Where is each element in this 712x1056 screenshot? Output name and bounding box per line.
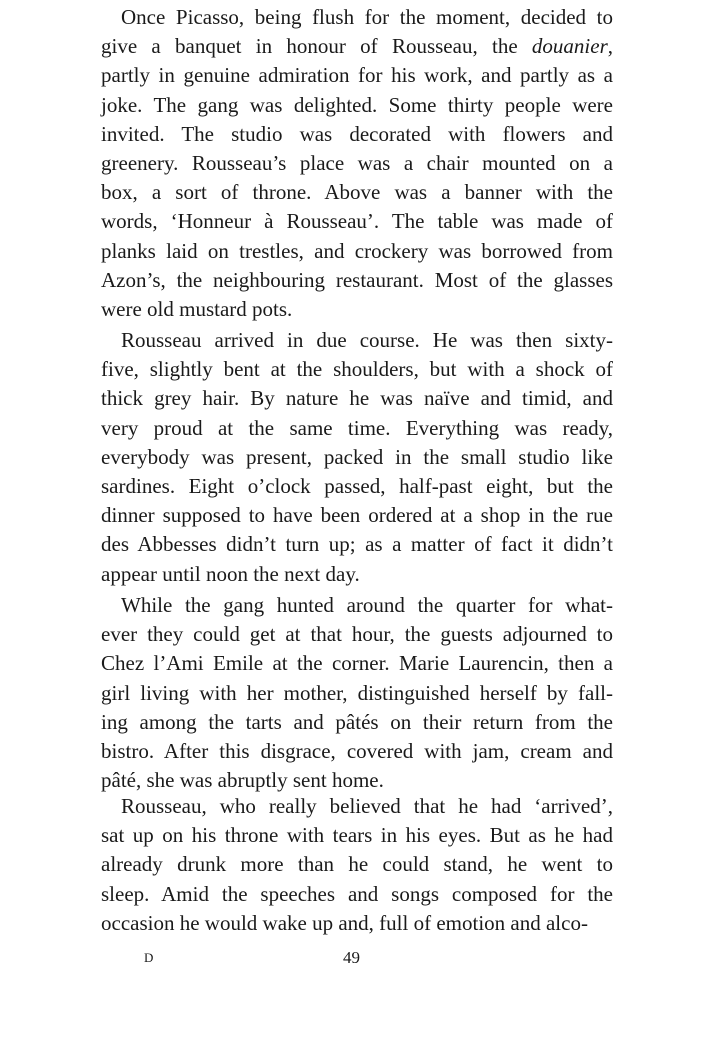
text-line: sardines. Eight o’clock passed, half-past eight, but the [101, 474, 613, 499]
text-line: des Abbesses didn’t turn up; as a matter of fact it didn’t [101, 532, 613, 557]
text-line: appear until noon the next day. [101, 561, 360, 586]
text-line: give a banquet in honour of Rousseau, the douanier, [101, 34, 613, 59]
text-line: Azon’s, the neighbouring restaurant. Most of the glasses [101, 267, 613, 292]
text-line: planks laid on trestles, and crockery was borrowed from [101, 238, 613, 263]
text-line: girl living with her mother, distinguished herself by fall- [101, 680, 613, 705]
text-line: Rousseau, who really believed that he had ‘arrived’, [121, 794, 613, 818]
text-line: Rousseau arrived in due course. He was then sixty- [121, 328, 613, 352]
text-line: joke. The gang was delighted. Some thirty people were [101, 92, 613, 117]
text-line: pâté, she was abruptly sent home. [101, 768, 384, 793]
signature-mark: D [144, 950, 154, 965]
text-line: Once Picasso, being flush for the moment, decided to [121, 5, 613, 29]
text-line: sleep. Amid the speeches and songs composed for the [101, 881, 613, 906]
text-line: occasion he would wake up and, full of emotion and alco- [101, 910, 588, 935]
text-line: bistro. After this disgrace, covered with jam, cream and [101, 739, 613, 764]
text-line: ever they could get at that hour, the guests adjourned to [101, 622, 613, 647]
text-line: greenery. Rousseau’s place was a chair mounted on a [101, 151, 613, 176]
text-line: very proud at the same time. Everything was ready, [101, 415, 613, 440]
text-line: Chez l’Ami Emile at the corner. Marie Laurencin, then a [101, 651, 613, 676]
text-line: sat up on his throne with tears in his eyes. But as he had [101, 823, 613, 848]
paragraph-3 [101, 591, 613, 795]
text-line: ing among the tarts and pâtés on their return from the [101, 709, 613, 734]
text-line: words, ‘Honneur à Rousseau’. The table was made of [101, 209, 613, 234]
text-line: dinner supposed to have been ordered at a shop in the rue [101, 503, 613, 528]
text-line: partly in genuine admiration for his work, and partly as a [101, 63, 613, 88]
text-line: already drunk more than he could stand, he went to [101, 852, 613, 877]
paragraph-2 [101, 326, 613, 589]
text-line: five, slightly bent at the shoulders, but with a shock of [101, 357, 613, 382]
text-line: While the gang hunted around the quarter for what- [121, 593, 613, 617]
paragraph-4 [101, 792, 613, 938]
text-line: box, a sort of throne. Above was a banner with the [101, 180, 613, 205]
text-line: invited. The studio was decorated with flowers and [101, 121, 613, 146]
page-footer [0, 948, 712, 972]
text-line: were old mustard pots. [101, 297, 293, 322]
text-line: everybody was present, packed in the small studio like [101, 444, 613, 469]
page-number: 49 [343, 948, 360, 967]
text-line: thick grey hair. By nature he was naïve and timid, and [101, 386, 613, 411]
paragraph-1 [101, 3, 613, 324]
